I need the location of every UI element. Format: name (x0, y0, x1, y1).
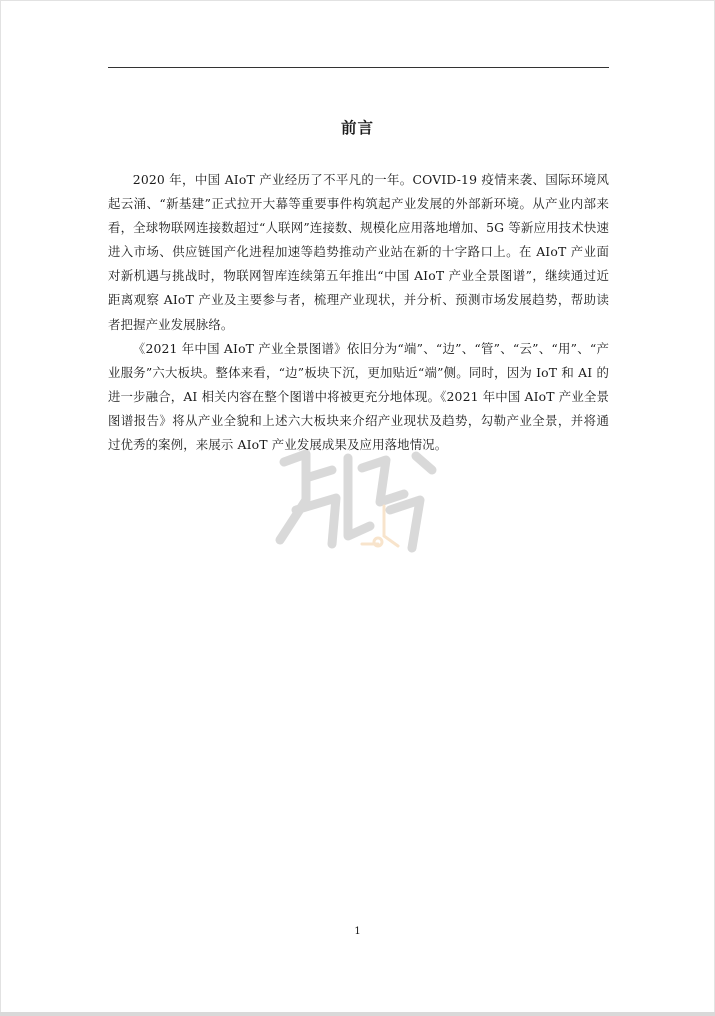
header-rule (108, 67, 609, 68)
paragraph-1: 2020 年，中国 AIoT 产业经历了不平凡的一年。COVID-19 疫情来袭、国际环境风起云涌、“新基建”正式拉开大幕等重要事件构筑起产业发展的外部新环境。从产业内部来看，全球物联网连接数超过“人联网”连接数、规模化应用落地增加、5G 等新应用技术快速进入市场、供应链国产化进程加速等趋势推动产业站在新的十字路口上。在 AIoT 产业面对新机遇与挑战时，物联网智库连续第五年推出“中国 AIoT 产业全景图谱”，继续通过近距离观察 AIoT 产业及主要参与者，梳理产业现状，并分析、预测市场发展趋势，帮助读者把握产业发展脉络。 (108, 172, 609, 332)
body-text (108, 168, 609, 457)
page-number: 1 (354, 926, 361, 937)
page-bottom-edge (0, 1012, 715, 1016)
paragraph-2: 《2021 年中国 AIoT 产业全景图谱》依旧分为“端”、“边”、“管”、“云”、“用”、“产业服务”六大板块。整体来看，“边”板块下沉，更加贴近“端”侧。同时，因为 IoT 和 AI 的进一步融合，AI 相关内容在整个图谱中将被更充分地体现。《2021 年中国 AIoT 产业全景图谱报告》将从产业全貌和上述六大板块来介绍产业现状及趋势，勾勒产业全景，并将通过优秀的案例，来展示 AIoT 产业发展成果及应用落地情况。 (108, 340, 610, 453)
logo-watermark-icon (266, 440, 446, 560)
page-title: 前言 (340, 119, 374, 137)
